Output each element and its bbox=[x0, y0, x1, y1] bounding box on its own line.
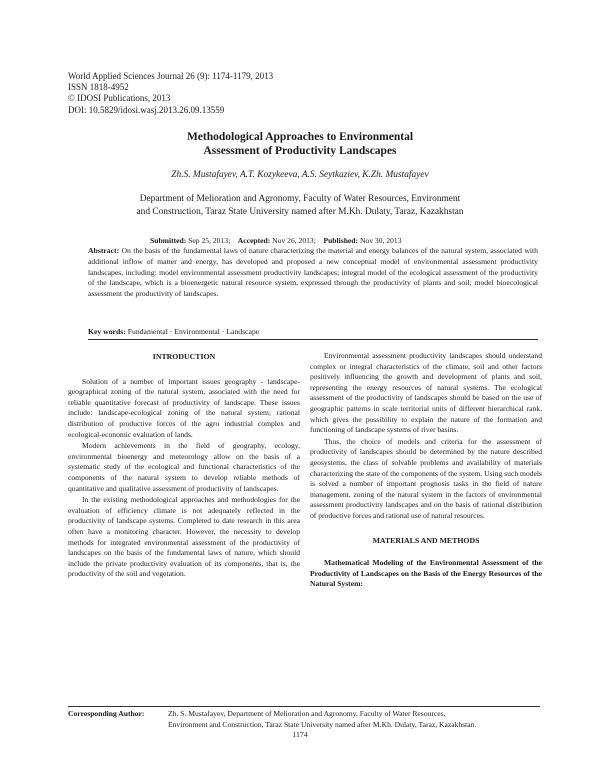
page-number: 1174 bbox=[292, 730, 308, 739]
keywords-label: Key words: bbox=[88, 327, 126, 336]
accepted-date: Nov 26, 2013; bbox=[272, 236, 316, 245]
submission-dates bbox=[150, 236, 402, 245]
paragraph: Thus, the choice of models and criteria for the assessment of productivity of landscapes should be determined by the nature described geosystems, the class of solvable problems and availability of materials characterizing the state of the components of the system. Using such models is solved a number of important prognosis tasks in the field of nature management, zoning of the natural system in the factors of environmental assessment productivity landscapes and on the basis of rational distribution of productive forces and rational use of natural resources. bbox=[310, 436, 542, 520]
right-column bbox=[310, 351, 542, 591]
subsection-heading: Mathematical Modeling of the Environmental Assessment of the Productivity of Landscapes on the Basis of the Energy Resources of the Natural System: bbox=[310, 558, 542, 589]
affiliation bbox=[0, 193, 600, 219]
copyright: © IDOSI Publications, 2013 bbox=[68, 93, 171, 104]
affiliation-line-1: Department of Melioration and Agronomy, Faculty of Water Resources, Environment bbox=[139, 194, 461, 204]
abstract-text: On the basis of the fundamental laws of nature characterizing the material and energy balances of the natural system, associated with additional inflow of matter and energy, has developed and proposed a new conceptual model of environmental assessment productivity landscapes, including: model environmental assessment productivity landscapes; integral model of the ecological assessment of the productivity of the landscape, which is a bioenergetic natural resource system, expressed through the productivity of plants and soil; model bioecological assessment the productivity of landscapes. bbox=[88, 246, 539, 299]
paper-title bbox=[0, 130, 600, 158]
affiliation-line-2: and Construction, Taraz State University named after M.Kh. Dulaty, Taraz, Kazakhstan bbox=[136, 207, 464, 217]
corresponding-author-line-2: Environment and Construction, Taraz State University named after M.Kh. Dulaty, Taraz, Kazakhstan. bbox=[168, 719, 477, 729]
title-line-1: Methodological Approaches to Environmental bbox=[186, 131, 414, 143]
accepted-label: Accepted: bbox=[237, 236, 271, 245]
authors: Zh.S. Mustafayev, A.T. Kozykeeva, A.S. Seytkaziev, K.Zh. Mustafayev bbox=[171, 170, 429, 180]
keywords-text: Fundamental · Environmental · Landscape bbox=[127, 327, 260, 336]
corresponding-author bbox=[68, 709, 540, 730]
submitted-label: Submitted: bbox=[150, 236, 187, 245]
paragraph: Solution of a number of important issues geography - landscape-geographical zoning of the natural system, associated with the need for reliable quantitative forecast of productivity of landscape. These issues include: landscape-ecological zoning of the natural system; rational distribution of productive forces of the agro industrial complex and ecological-economic evaluation of lands. bbox=[68, 376, 300, 439]
submitted-date: Sep 25, 2013; bbox=[188, 236, 231, 245]
paragraph: In the existing methodological approaches and methodologies for the evaluation of efficiency climate is not adequately reflected in the productivity of landscape systems. Completed to date research in this area often have a monitoring character. However, the necessity to develop methods for integrated environmental assessment of the productivity of landscapes on the basis of the fundamental laws of nature, which should include the private productivity evaluation of its components, that is, the productivity of the soil and vegetation. bbox=[68, 495, 300, 579]
abstract-label: Abstract: bbox=[88, 246, 120, 255]
left-column bbox=[68, 351, 300, 581]
doi: DOI: 10.5829/idosi.wasj.2013.26.09.13559 bbox=[68, 104, 225, 115]
published-date: Nov 30, 2013 bbox=[359, 236, 402, 245]
published-label: Published: bbox=[323, 236, 359, 245]
journal-citation: World Applied Sciences Journal 26 (9): 1174-1179, 2013 bbox=[68, 71, 274, 81]
abstract bbox=[88, 246, 538, 300]
journal-header bbox=[68, 71, 273, 116]
corresponding-author-label: Corresponding Author: bbox=[68, 709, 145, 718]
paragraph: Environmental assessment productivity landscapes should understand complex or integral characteristics of the climate, soil and other factors positively influencing the growth and development of plants and soil, representing the energy resources of natural systems. The ecological assessment of the productivity of landscapes should be based on the use of geographic patterns in scale territorial units of different hierarchical rank, which gives the possibility to explain the nature of the formation and functioning of landscape systems of river basins. bbox=[310, 351, 542, 435]
footer-divider bbox=[68, 706, 540, 707]
section-heading-materials-methods: MATERIALS AND METHODS bbox=[372, 535, 480, 545]
section-heading-introduction: INTRODUCTION bbox=[152, 352, 216, 361]
keywords bbox=[88, 327, 259, 336]
issn: ISSN 1818-4952 bbox=[68, 82, 129, 93]
paragraph: Modern achievements in the field of geography, ecology, environmental bioenergy and meteorology allow on the basis of a systematic study of the ecological and functional characteristics of the components of the natural system to develop reliable methods of quantitative and qualitative assessment of productivity of landscapes. bbox=[68, 441, 300, 493]
corresponding-author-line-1: Zh. S. Mustafayev, Department of Melioration and Agronomy, Faculty of Water Resources, bbox=[168, 709, 446, 718]
title-line-2: Assessment of Productivity Landscapes bbox=[203, 145, 397, 157]
divider bbox=[88, 339, 538, 340]
